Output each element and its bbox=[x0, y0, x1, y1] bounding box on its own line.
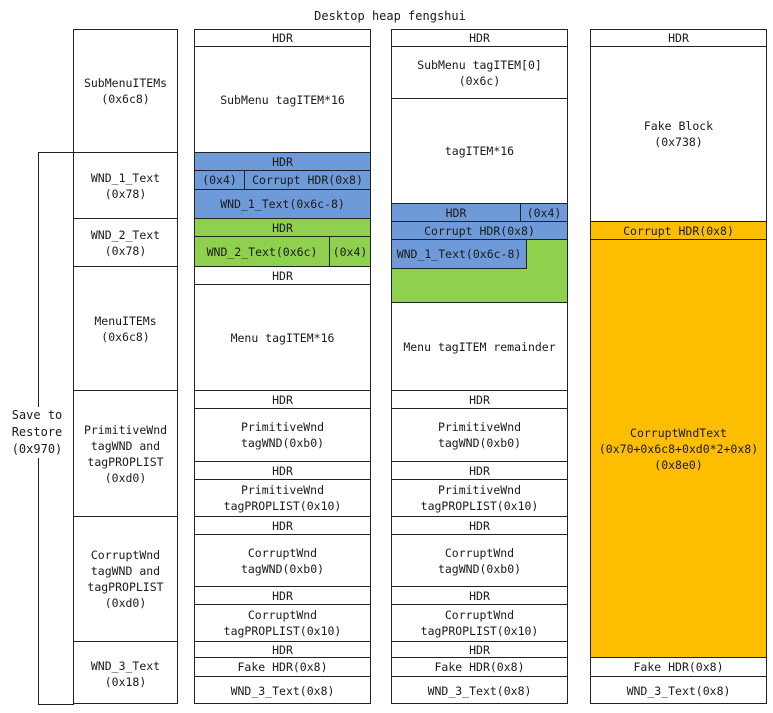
primitive-proplist-block: PrimitiveWnd tagPROPLIST(0x10) bbox=[195, 480, 370, 517]
corrupt-proplist-block: CorruptWnd tagPROPLIST(0x10) bbox=[195, 605, 370, 642]
wnd2-text-cell: WND_2_Text(0x6c) bbox=[195, 237, 330, 266]
region-corruptwnd: CorruptWnd tagWND and tagPROPLIST (0xd0) bbox=[74, 517, 177, 642]
region-wnd2-text: WND_2_Text (0x78) bbox=[74, 219, 177, 267]
hdr-block: HDR bbox=[392, 30, 567, 47]
primitive-hdr-block: HDR bbox=[392, 391, 567, 409]
corrupt-tagwnd-block: CorruptWnd tagWND(0xb0) bbox=[195, 535, 370, 587]
corrupt-hdr-block: HDR bbox=[392, 517, 567, 535]
submenu-item0-block: SubMenu tagITEM[0] (0x6c) bbox=[392, 47, 567, 99]
fake-block: Fake Block (0x738) bbox=[591, 47, 766, 222]
fake-hdr-block: Fake HDR(0x8) bbox=[392, 658, 567, 677]
wnd3-text-block: WND_3_Text(0x8) bbox=[230, 684, 335, 698]
heap-layout-overflow bbox=[391, 29, 568, 704]
wnd1-size-cell: (0x4) bbox=[195, 171, 245, 189]
menu-items-block: Menu tagITEM*16 bbox=[195, 285, 370, 391]
wnd3-text-block: WND_3_Text(0x8) bbox=[626, 684, 731, 698]
corrupt-hdr-block: HDR bbox=[195, 517, 370, 535]
wnd3-hdr-block: HDR bbox=[392, 642, 567, 658]
region-primitivewnd: PrimitiveWnd tagWND and tagPROPLIST (0xd0) bbox=[74, 391, 177, 517]
region-wnd1-text: WND_1_Text (0x78) bbox=[74, 153, 177, 219]
corrupt-hdr-block: Corrupt HDR(0x8) bbox=[392, 222, 567, 240]
wnd1-hdr-block: HDR bbox=[195, 153, 370, 171]
save-restore-label: Save to Restore (0x970) bbox=[4, 407, 70, 458]
menu-hdr-block: HDR bbox=[195, 267, 370, 285]
wnd2-hdr-block: HDR bbox=[195, 219, 370, 237]
menu-remainder-block: Menu tagITEM remainder bbox=[392, 303, 567, 391]
primitive-hdr2-block: HDR bbox=[195, 462, 370, 480]
corrupt-hdr2-block: HDR bbox=[195, 587, 370, 605]
wnd1-text-cell: WND_1_Text(0x6c-8) bbox=[392, 240, 527, 269]
tagitem-block: tagITEM*16 bbox=[392, 99, 567, 204]
primitive-proplist-block: PrimitiveWnd tagPROPLIST(0x10) bbox=[392, 480, 567, 517]
wnd1-corrupt-hdr-cell: Corrupt HDR(0x8) bbox=[252, 173, 363, 187]
overflow-hdr-row bbox=[392, 204, 567, 222]
wnd3-text-block: WND_3_Text(0x8) bbox=[427, 684, 532, 698]
primitive-hdr-block: HDR bbox=[195, 391, 370, 409]
hdr-block: HDR bbox=[591, 30, 766, 47]
wnd1-text-block: WND_1_Text(0x6c-8) bbox=[195, 190, 370, 219]
heap-layout-fake-block bbox=[590, 29, 767, 704]
fake-hdr-block: Fake HDR(0x8) bbox=[591, 658, 766, 677]
primitive-tagwnd-block: PrimitiveWnd tagWND(0xb0) bbox=[392, 409, 567, 462]
primitive-tagwnd-block: PrimitiveWnd tagWND(0xb0) bbox=[195, 409, 370, 462]
corrupt-wnd-text-block: CorruptWndText (0x70+0x6c8+0xd0*2+0x8) (0x8e0) bbox=[591, 240, 766, 658]
wnd2-size-cell: (0x4) bbox=[332, 244, 368, 259]
region-wnd3-text: WND_3_Text (0x18) bbox=[90, 658, 161, 689]
overflow-hdr-cell: HDR bbox=[392, 204, 521, 221]
fake-hdr-block: Fake HDR(0x8) bbox=[195, 658, 370, 677]
region-labels-column bbox=[73, 29, 178, 704]
diagram-title: Desktop heap fengshui bbox=[314, 9, 466, 23]
overflow-size-cell: (0x4) bbox=[526, 205, 562, 220]
hdr-block: HDR bbox=[195, 30, 370, 47]
submenu-items-block: SubMenu tagITEM*16 bbox=[195, 47, 370, 153]
corrupt-hdr2-block: HDR bbox=[392, 587, 567, 605]
heap-layout-initial bbox=[194, 29, 371, 704]
corrupt-tagwnd-block: CorruptWnd tagWND(0xb0) bbox=[392, 535, 567, 587]
region-submenuitems: SubMenuITEMs (0x6c8) bbox=[74, 30, 177, 153]
wnd1-corrupt-row bbox=[195, 171, 370, 190]
wnd2-row bbox=[195, 237, 370, 267]
region-menuitems: MenuITEMs (0x6c8) bbox=[74, 267, 177, 391]
primitive-hdr2-block: HDR bbox=[392, 462, 567, 480]
wnd1-overflow-region bbox=[392, 240, 567, 303]
corrupt-hdr-block: Corrupt HDR(0x8) bbox=[591, 222, 766, 240]
wnd3-hdr-block: HDR bbox=[195, 642, 370, 658]
corrupt-proplist-block: CorruptWnd tagPROPLIST(0x10) bbox=[392, 605, 567, 642]
